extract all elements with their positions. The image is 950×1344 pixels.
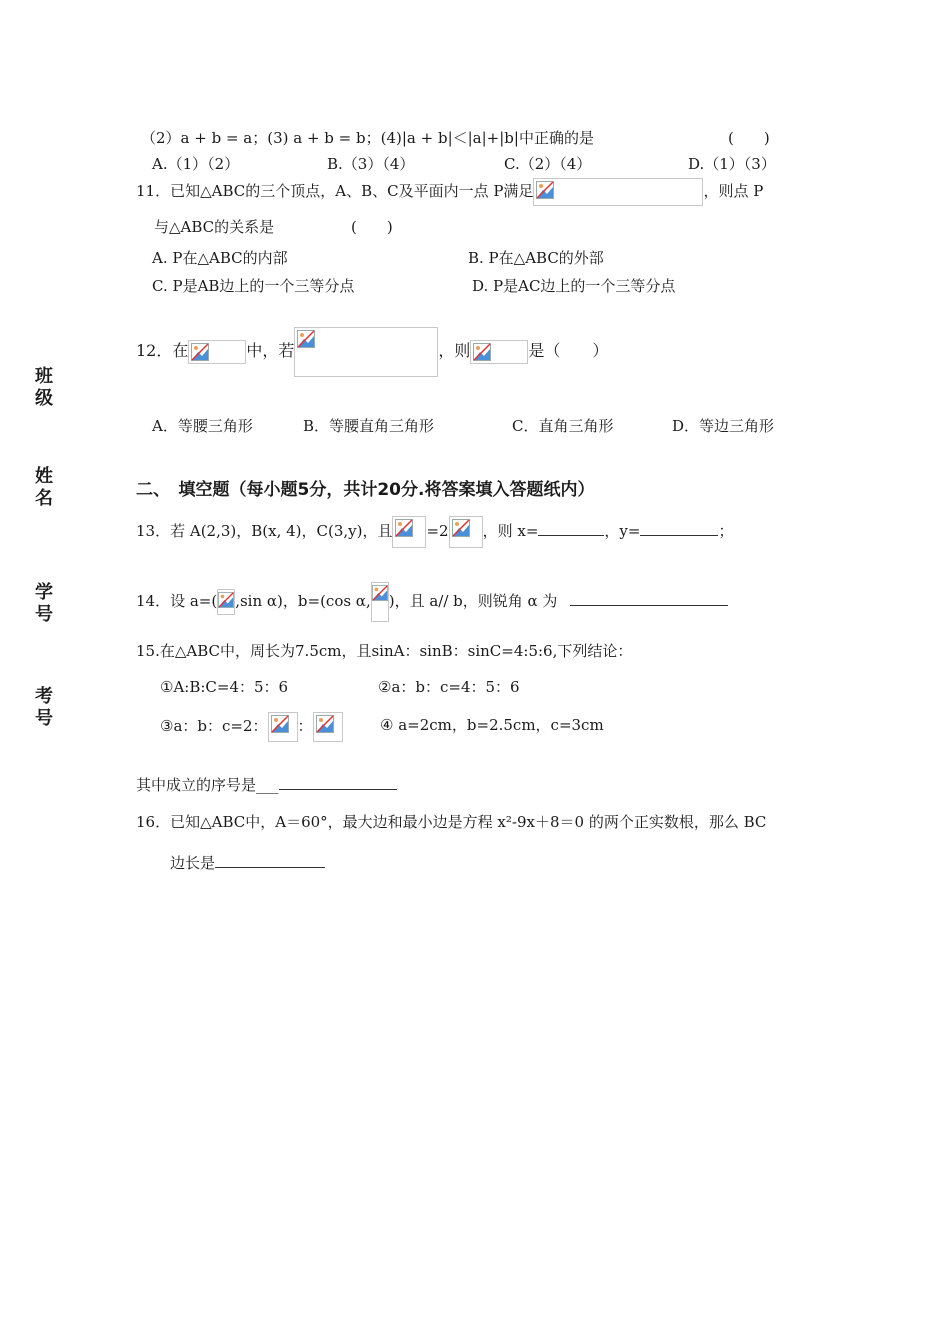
- broken-image-icon: [452, 519, 470, 537]
- q15-result-line: [136, 774, 397, 795]
- q15-conclusion-4: ④ a=2cm，b=2.5cm，c=3cm: [380, 716, 604, 734]
- q12-option-b: B．等腰直角三角形: [303, 417, 435, 435]
- q14-value-image-1: [217, 589, 235, 615]
- q16-line1: 16．已知△ABC中，A＝60°，最大边和最小边是方程 x²-9x＋8＝0 的两个正实数根，那么 BC: [136, 813, 767, 831]
- broken-image-icon: [473, 343, 491, 361]
- q12-number: 12．在: [136, 341, 189, 360]
- q14-mid2: )，且 a// b，则锐角 α 为: [388, 592, 558, 610]
- q15-conclusion-1: ①A:B:C=4：5：6: [160, 678, 289, 696]
- broken-image-icon: [297, 330, 315, 348]
- q16-line2: [170, 852, 325, 873]
- q12-line: [136, 326, 608, 377]
- q13-end: ；: [718, 522, 734, 540]
- q13-y-blank[interactable]: [640, 521, 718, 536]
- class-label: 班级: [35, 366, 53, 409]
- q11-line1: [136, 178, 763, 206]
- q12-triangle-image-2: [470, 340, 528, 364]
- broken-image-icon: [218, 592, 234, 608]
- q16-label: 边长是: [170, 854, 216, 872]
- q12-mid1: 中，若: [246, 341, 295, 360]
- exam-id-label: 考号: [35, 686, 53, 729]
- q15-conclusion-2: ②a：b：c=4：5：6: [378, 678, 520, 696]
- q16-answer-blank[interactable]: [215, 853, 325, 868]
- q15-stem: 15.在△ABC中，周长为7.5cm，且sinA：sinB：sinC=4:5:6,下列结论：: [136, 642, 633, 660]
- q14-answer-blank[interactable]: [570, 591, 728, 606]
- q13-mid: =2: [426, 522, 449, 540]
- q13-vector-image-2: [449, 516, 483, 548]
- q11-relation-text: 与△ABC的关系是: [154, 218, 275, 236]
- q12-option-d: D．等边三角形: [672, 417, 775, 435]
- q11-line2: [154, 216, 274, 237]
- q14-mid1: ,sin α)，b=(cos α,: [235, 592, 371, 610]
- q10-statement: [141, 127, 594, 148]
- q11-text-pre: 11．已知△ABC的三个顶点，A、B、C及平面内一点 P满足: [136, 182, 534, 200]
- broken-image-icon: [395, 519, 413, 537]
- student-id-label: 学号: [35, 582, 53, 625]
- q15-conclusion-3: [160, 712, 343, 742]
- q14-pre: 14．设 a=(: [136, 592, 218, 610]
- broken-image-icon: [191, 343, 209, 361]
- q13-line: [136, 516, 733, 548]
- q12-condition-image: [294, 327, 438, 377]
- q15-c3-mid: ：: [297, 717, 313, 735]
- q11-paren: ( ): [351, 218, 393, 236]
- q11-option-c: C. P是AB边上的一个三等分点: [152, 277, 355, 295]
- q10-option-a: A.（1）（2）: [152, 155, 240, 173]
- q10-stmt-text: （2）a + b = a；(3) a + b = b；(4)|a + b|＜|a|+|b|中正确的是: [141, 129, 594, 147]
- broken-image-icon: [536, 181, 554, 199]
- q13-y-label: ，y=: [604, 522, 641, 540]
- q11-option-a: A. P在△ABC的内部: [152, 249, 288, 267]
- q13-pre: 13．若 A(2,3)，B(x, 4)，C(3,y)，且: [136, 522, 393, 540]
- q10-option-b: B.（3）（4）: [327, 155, 415, 173]
- broken-image-icon: [271, 715, 289, 733]
- q15-result-label: 其中成立的序号是___: [136, 776, 279, 794]
- q12-triangle-image: [188, 340, 246, 364]
- q10-option-c: C.（2）（4）: [504, 155, 592, 173]
- q15-c3-image-2: [313, 712, 343, 742]
- q15-c3-pre: ③a：b：c=2：: [160, 717, 268, 735]
- q13-x-blank[interactable]: [538, 521, 604, 536]
- q15-answer-blank[interactable]: [279, 775, 397, 790]
- q11-text-post: ，则点 P: [703, 182, 764, 200]
- q12-mid2: ，则: [438, 341, 471, 360]
- name-label: 姓名: [35, 466, 53, 509]
- q12-post: 是（ ）: [528, 341, 609, 360]
- q14-value-image-2: [371, 582, 389, 622]
- q11-formula-image: [533, 178, 703, 206]
- q11-option-b: B. P在△ABC的外部: [468, 249, 604, 267]
- broken-image-icon: [372, 585, 388, 601]
- q15-c3-image-1: [268, 712, 298, 742]
- q12-option-a: A．等腰三角形: [152, 417, 253, 435]
- q14-line: [136, 582, 728, 622]
- q10-option-d: D.（1）（3）: [688, 155, 776, 173]
- q13-vector-image-1: [392, 516, 426, 548]
- q13-x-label: ，则 x=: [482, 522, 539, 540]
- broken-image-icon: [316, 715, 334, 733]
- q11-option-d: D. P是AC边上的一个三等分点: [472, 277, 676, 295]
- q10-paren: ( ): [728, 129, 770, 147]
- section2-heading: 二、 填空题（每小题5分，共计20分.将答案填入答题纸内）: [136, 480, 595, 500]
- q12-option-c: C．直角三角形: [512, 417, 614, 435]
